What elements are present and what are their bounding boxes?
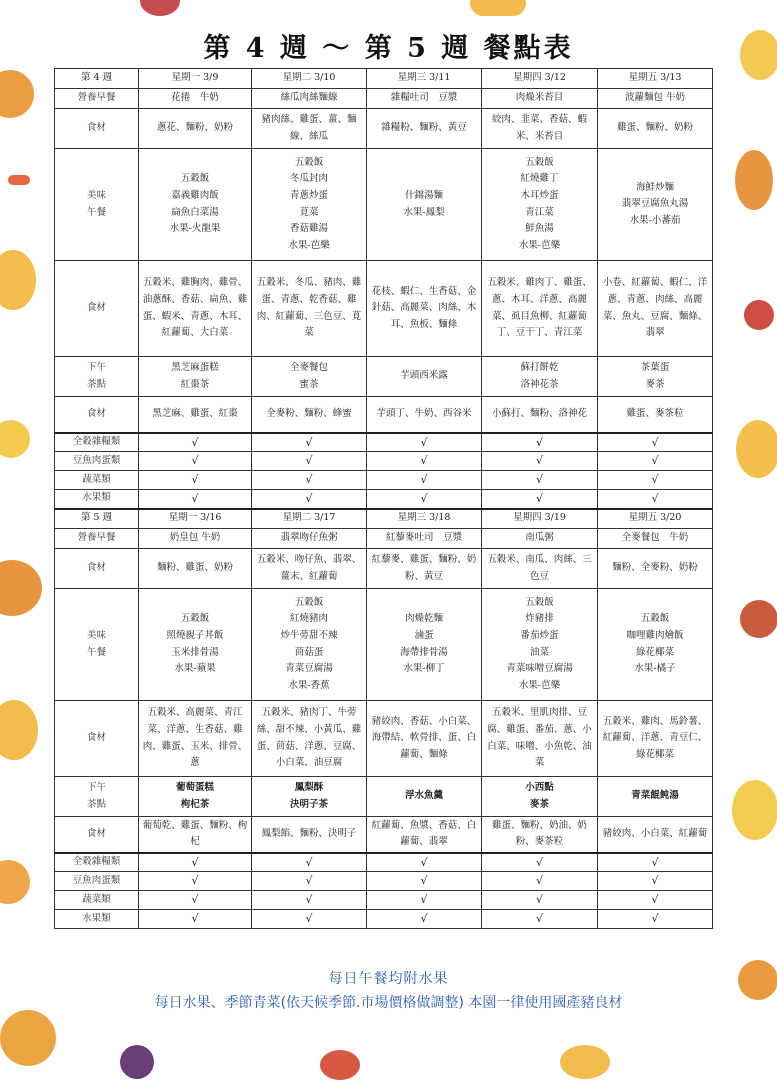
lunch-menu <box>598 149 713 261</box>
fruit-decoration <box>0 860 30 904</box>
breakfast-item: 肉燥米苔目 <box>482 89 598 109</box>
food-group-label <box>55 471 139 490</box>
lunch-dish: 翡翠豆腐魚丸湯 <box>621 198 689 210</box>
row-label-text: 食材 <box>86 407 106 419</box>
ingredient-list: 五穀米、雞肉丁、雞蛋、蔥、木耳、洋蔥、高麗菜、虱目魚柳、紅蘿蔔丁、豆干丁、青江菜 <box>482 261 598 357</box>
ingredient-list: 五穀米、雞胸肉、雞骨、油蔥酥、香菇、扁魚、雞蛋、蝦米、青蔥、木耳、紅蘿蔔、大白菜 <box>139 261 252 357</box>
check-mark: √ <box>252 910 367 929</box>
lunch-dish: 水果-柳丁 <box>403 663 445 675</box>
check-mark: √ <box>367 490 482 509</box>
food-group-label <box>55 452 139 471</box>
fruit-decoration <box>732 780 777 840</box>
check-mark: √ <box>482 910 598 929</box>
food-group-row-vegetables <box>55 471 713 490</box>
fruit-decoration <box>470 0 526 16</box>
snack-menu <box>482 777 598 817</box>
lunch-dish: 鮮魚湯 <box>525 223 554 235</box>
row-label <box>55 777 139 817</box>
breakfast-row <box>55 529 713 549</box>
food-group-row-protein <box>55 872 713 891</box>
row-label-text: 下午 <box>86 781 106 793</box>
ingredient-list: 五穀米、吻仔魚、翡翠、薑末、紅蘿蔔 <box>252 549 367 589</box>
fruit-decoration <box>560 1045 610 1079</box>
lunch-dish: 水果-鳳梨 <box>403 206 445 218</box>
ingredient-list: 絞肉、韭菜、香菇、蝦米、米苔目 <box>482 109 598 149</box>
row-label-text: 營養早餐 <box>77 532 116 544</box>
check-mark: √ <box>367 910 482 929</box>
lunch-dish: 肉燥乾麵 <box>404 613 443 625</box>
row-label <box>55 357 139 397</box>
row-label <box>55 89 139 109</box>
ingredient-list: 雞蛋、麥茶粒 <box>598 397 713 433</box>
fruit-decoration <box>744 300 774 330</box>
check-mark: √ <box>598 872 713 891</box>
lunch-ingredients-row <box>55 701 713 777</box>
food-group-label <box>55 433 139 452</box>
fruit-decoration <box>735 150 773 210</box>
food-group-label-text: 豆魚肉蛋類 <box>72 874 121 886</box>
fruit-decoration <box>120 1045 154 1079</box>
lunch-dish: 水果-香蕉 <box>288 679 330 691</box>
lunch-dish: 水果-橘子 <box>634 663 676 675</box>
lunch-menu <box>252 589 367 701</box>
food-group-label <box>55 910 139 929</box>
ingredient-list: 芋頭丁、牛奶、西谷米 <box>367 397 482 433</box>
lunch-dish: 五穀飯 <box>525 156 554 168</box>
lunch-dish: 水果-蘋果 <box>174 663 216 675</box>
lunch-dish: 海鮮炒麵 <box>635 181 674 193</box>
check-mark: √ <box>598 452 713 471</box>
menu-table <box>54 68 713 929</box>
snack-menu <box>367 357 482 397</box>
lunch-dish: 水果-芭樂 <box>518 679 561 691</box>
check-mark: √ <box>482 433 598 452</box>
ingredient-list: 豬絞肉、香菇、小白菜、海帶結、軟骨排、蛋、白蘿蔔、麵條 <box>367 701 482 777</box>
lunch-dish: 番茄炒蛋 <box>520 629 559 641</box>
ingredient-list: 五穀米、冬瓜、豬肉、雞蛋、青蔥、乾香菇、雞肉、紅蘿蔔、三色豆、莧菜 <box>252 261 367 357</box>
lunch-dish: 五穀飯 <box>180 173 210 185</box>
day-header: 星期二 3/17 <box>252 509 367 529</box>
lunch-dish: 水果-小蕃茄 <box>629 214 681 226</box>
lunch-menu <box>252 149 367 261</box>
food-group-label-text: 蔬菜類 <box>82 473 111 485</box>
food-group-label <box>55 853 139 872</box>
ingredient-list: 鳳梨餡、麵粉、決明子 <box>252 817 367 853</box>
check-mark: √ <box>139 872 252 891</box>
fruit-decoration <box>140 0 180 16</box>
lunch-dish: 紅燒豬肉 <box>289 613 328 625</box>
check-mark: √ <box>598 853 713 872</box>
food-group-row-grains <box>55 433 713 452</box>
lunch-dish: 玉米排骨湯 <box>171 646 219 658</box>
snack-item: 芋頭西米露 <box>400 370 448 382</box>
lunch-dish: 冬瓜封肉 <box>289 173 328 185</box>
check-mark: √ <box>139 891 252 910</box>
snack-menu <box>598 777 713 817</box>
check-mark: √ <box>252 872 367 891</box>
food-group-label-text: 水果類 <box>82 492 111 504</box>
food-group-row-fruits <box>55 910 713 929</box>
row-label-text: 食材 <box>86 827 106 839</box>
row-label-text: 食材 <box>86 302 106 314</box>
food-group-label-text: 豆魚肉蛋類 <box>72 454 121 466</box>
snack-item: 全麥餐包 <box>289 361 328 373</box>
row-label <box>55 701 139 777</box>
fruit-decoration <box>8 175 30 185</box>
row-label-text: 美味 <box>86 189 106 201</box>
fruit-decoration <box>0 420 30 458</box>
snack-item: 麥茶 <box>529 798 549 810</box>
ingredient-list: 豬肉絲、雞蛋、薑、麵線、絲瓜 <box>252 109 367 149</box>
row-label <box>55 149 139 261</box>
fruit-decoration <box>0 70 34 118</box>
check-mark: √ <box>139 433 252 452</box>
row-label-text: 營養早餐 <box>77 92 116 104</box>
food-group-row-protein <box>55 452 713 471</box>
snack-row <box>55 357 713 397</box>
day-header: 星期一 3/9 <box>139 69 252 89</box>
snack-menu <box>252 357 367 397</box>
ingredient-list: 麵粉、全麥粉、奶粉 <box>598 549 713 589</box>
check-mark: √ <box>139 471 252 490</box>
ingredient-list: 雜糧粉、麵粉、黃豆 <box>367 109 482 149</box>
food-group-label <box>55 891 139 910</box>
breakfast-ingredients-row <box>55 549 713 589</box>
check-mark: √ <box>482 891 598 910</box>
snack-menu <box>598 357 713 397</box>
lunch-dish: 照燒親子丼飯 <box>166 629 224 641</box>
lunch-dish: 水果-芭樂 <box>288 239 330 251</box>
lunch-row <box>55 589 713 701</box>
row-label-text: 茶點 <box>86 378 106 390</box>
row-label <box>55 261 139 357</box>
check-mark: √ <box>367 452 482 471</box>
breakfast-ingredients-row <box>55 109 713 149</box>
food-group-label-text: 水果類 <box>82 912 111 924</box>
check-mark: √ <box>482 452 598 471</box>
lunch-dish: 香菇雞湯 <box>289 223 328 235</box>
ingredient-list: 雞蛋、麵粉、奶油、奶粉、麥茶粒 <box>482 817 598 853</box>
breakfast-item: 花捲 牛奶 <box>139 89 252 109</box>
check-mark: √ <box>252 452 367 471</box>
food-group-row-vegetables <box>55 891 713 910</box>
ingredient-list: 小卷、紅蘿蔔、蝦仁、洋蔥、青蔥、肉絲、高麗菜、魚丸、豆腐、麵條、翡翠 <box>598 261 713 357</box>
food-group-label-text: 全穀雜糧類 <box>72 855 121 867</box>
lunch-dish: 五穀飯 <box>525 596 554 608</box>
food-group-label <box>55 872 139 891</box>
day-header: 星期四 3/19 <box>482 509 598 529</box>
lunch-row <box>55 149 713 261</box>
fruit-decoration <box>0 560 42 616</box>
snack-menu <box>139 777 252 817</box>
check-mark: √ <box>252 490 367 509</box>
check-mark: √ <box>482 853 598 872</box>
check-mark: √ <box>252 471 367 490</box>
snack-item: 鳳梨酥 <box>294 781 324 793</box>
check-mark: √ <box>252 853 367 872</box>
check-mark: √ <box>139 853 252 872</box>
day-header: 星期一 3/16 <box>139 509 252 529</box>
check-mark: √ <box>482 471 598 490</box>
lunch-dish: 水果-芭樂 <box>518 239 561 251</box>
snack-ingredients-row <box>55 397 713 433</box>
food-group-label-text: 全穀雜糧類 <box>72 435 121 447</box>
week-header-row <box>55 69 713 89</box>
ingredient-list: 紅蘿蔔、魚漿、香菇、白蘿蔔、翡翠 <box>367 817 482 853</box>
check-mark: √ <box>367 471 482 490</box>
food-group-row-fruits <box>55 490 713 509</box>
lunch-menu <box>482 589 598 701</box>
snack-item: 洛神花茶 <box>520 378 559 390</box>
ingredient-list: 豬絞肉、小白菜、紅蘿蔔 <box>598 817 713 853</box>
breakfast-item: 紅藜麥吐司 豆漿 <box>367 529 482 549</box>
row-label-text: 食材 <box>86 732 106 744</box>
snack-item: 紅棗茶 <box>180 378 210 390</box>
lunch-dish: 綠花椰菜 <box>635 646 674 658</box>
check-mark: √ <box>367 891 482 910</box>
day-header: 星期五 3/20 <box>598 509 713 529</box>
ingredient-list: 花枝、蝦仁、生香菇、金針菇、高麗菜、肉絲、木耳、魚板、麵條 <box>367 261 482 357</box>
ingredient-list: 五穀米、雞肉、馬鈴薯、紅蘿蔔、洋蔥、青豆仁、綠花椰菜 <box>598 701 713 777</box>
food-group-row-grains <box>55 853 713 872</box>
lunch-dish: 茴菇蛋 <box>294 646 324 658</box>
lunch-dish: 滷蛋 <box>414 629 434 641</box>
row-label <box>55 589 139 701</box>
check-mark: √ <box>482 490 598 509</box>
snack-menu <box>482 357 598 397</box>
snack-ingredients-row <box>55 817 713 853</box>
row-label-text: 茶點 <box>86 798 106 810</box>
ingredient-list: 葡萄乾、雞蛋、麵粉、枸杞 <box>139 817 252 853</box>
breakfast-item: 絲瓜肉絲麵線 <box>252 89 367 109</box>
ingredient-list: 五穀米、高麗菜、青江菜、洋蔥、生香菇、雞肉、雞蛋、玉米、排骨、蔥 <box>139 701 252 777</box>
lunch-dish: 莧菜 <box>299 206 319 218</box>
snack-row <box>55 777 713 817</box>
row-label-text: 下午 <box>86 361 106 373</box>
row-label <box>55 109 139 149</box>
check-mark: √ <box>598 471 713 490</box>
lunch-dish: 油菜 <box>529 646 549 658</box>
lunch-dish: 炒牛蒡甜不辣 <box>280 629 338 641</box>
snack-menu <box>139 357 252 397</box>
day-header: 星期三 3/11 <box>367 69 482 89</box>
lunch-menu <box>139 149 252 261</box>
check-mark: √ <box>252 433 367 452</box>
ingredient-list: 麵粉、雞蛋、奶粉 <box>139 549 252 589</box>
snack-item: 小西點 <box>525 781 554 793</box>
lunch-dish: 五穀飯 <box>294 156 324 168</box>
breakfast-item: 翡翠吻仔魚粥 <box>252 529 367 549</box>
lunch-dish: 五穀飯 <box>180 613 210 625</box>
fruit-decoration <box>0 1010 56 1066</box>
row-label-text: 午餐 <box>86 206 106 218</box>
lunch-dish: 水果-火龍果 <box>169 223 221 235</box>
row-label <box>55 529 139 549</box>
lunch-dish: 紅燒雞丁 <box>520 173 559 185</box>
snack-item: 浮水魚羹 <box>404 790 443 802</box>
check-mark: √ <box>598 490 713 509</box>
snack-item: 青菜餛飩湯 <box>631 790 679 802</box>
ingredient-list: 五穀米、南瓜、肉絲、三色豆 <box>482 549 598 589</box>
lunch-dish: 青菜豆腐湯 <box>285 663 333 675</box>
breakfast-row <box>55 89 713 109</box>
lunch-dish: 青菜味噌豆腐湯 <box>506 663 573 675</box>
breakfast-item: 奶皇包 牛奶 <box>139 529 252 549</box>
lunch-dish: 青蔥炒蛋 <box>289 189 328 201</box>
ingredient-list: 蔥花、麵粉、奶粉 <box>139 109 252 149</box>
lunch-menu <box>482 149 598 261</box>
lunch-dish: 五穀飯 <box>640 613 670 625</box>
lunch-dish: 五穀飯 <box>294 596 324 608</box>
snack-item: 茶葉蛋 <box>640 361 670 373</box>
row-label-text: 午餐 <box>86 646 106 658</box>
lunch-dish: 扁魚白菜湯 <box>171 206 219 218</box>
lunch-dish: 什錦湯麵 <box>404 189 443 201</box>
day-header: 星期二 3/10 <box>252 69 367 89</box>
page-title: 第 4 週 ～ 第 5 週 餐點表 <box>203 33 574 64</box>
row-label-text: 食材 <box>86 562 106 574</box>
check-mark: √ <box>598 891 713 910</box>
day-header: 星期三 3/18 <box>367 509 482 529</box>
row-label <box>55 397 139 433</box>
snack-item: 麥茶 <box>645 378 665 390</box>
snack-menu <box>252 777 367 817</box>
ingredient-list: 紅藜麥、雞蛋、麵粉、奶粉、黃豆 <box>367 549 482 589</box>
ingredient-list: 雞蛋、麵粉、奶粉 <box>598 109 713 149</box>
ingredient-list: 小蘇打、麵粉、洛神花 <box>482 397 598 433</box>
fruit-decoration <box>740 600 777 638</box>
fruit-decoration <box>0 250 36 310</box>
lunch-dish: 嘉義雞肉飯 <box>171 189 219 201</box>
check-mark: √ <box>367 853 482 872</box>
check-mark: √ <box>139 910 252 929</box>
check-mark: √ <box>482 872 598 891</box>
lunch-menu <box>367 589 482 701</box>
ingredient-list: 全麥粉、麵粉、蜂蜜 <box>252 397 367 433</box>
lunch-dish: 咖哩雞肉燴飯 <box>626 629 684 641</box>
check-mark: √ <box>598 910 713 929</box>
ingredient-list: 五穀米、豬肉丁、牛蒡絲、甜不辣、小黃瓜、雞蛋、茴菇、洋蔥、豆腐、小白菜、油豆腐 <box>252 701 367 777</box>
food-group-label <box>55 490 139 509</box>
snack-item: 蜜茶 <box>299 378 319 390</box>
day-header: 星期四 3/12 <box>482 69 598 89</box>
ingredient-list: 五穀米、里肌肉排、豆腐、雞蛋、番茄、蔥、小白菜、味噌、小魚乾、油菜 <box>482 701 598 777</box>
check-mark: √ <box>598 433 713 452</box>
fruit-decoration <box>320 1050 360 1080</box>
footer-note-ingredients: 每日水果、季節青菜(依天候季節.市場價格做調整) 本園一律使用國產豬良材 <box>154 995 623 1011</box>
row-label-text: 美味 <box>86 629 106 641</box>
row-label <box>55 817 139 853</box>
breakfast-item: 南瓜粥 <box>482 529 598 549</box>
fruit-decoration <box>736 420 777 478</box>
check-mark: √ <box>139 490 252 509</box>
check-mark: √ <box>367 872 482 891</box>
fruit-decoration <box>0 700 38 760</box>
footer-note-fruit: 每日午餐均附水果 <box>328 971 449 987</box>
lunch-menu <box>598 589 713 701</box>
snack-item: 蘇打餅乾 <box>520 361 559 373</box>
check-mark: √ <box>139 452 252 471</box>
lunch-ingredients-row <box>55 261 713 357</box>
breakfast-item: 波蘿麵包 牛奶 <box>598 89 713 109</box>
week-header-row <box>55 509 713 529</box>
snack-item: 黑芝麻蛋糕 <box>171 361 219 373</box>
ingredient-list: 黑芝麻、雞蛋、紅棗 <box>139 397 252 433</box>
check-mark: √ <box>367 433 482 452</box>
lunch-dish: 炸豬排 <box>525 613 554 625</box>
lunch-menu <box>367 149 482 261</box>
breakfast-item: 全麥餐包 牛奶 <box>598 529 713 549</box>
week-label: 第 4 週 <box>55 69 139 89</box>
breakfast-item: 雜糧吐司 豆漿 <box>367 89 482 109</box>
snack-menu <box>367 777 482 817</box>
food-group-label-text: 蔬菜類 <box>82 893 111 905</box>
row-label-text: 食材 <box>86 122 106 134</box>
check-mark: √ <box>252 891 367 910</box>
lunch-menu <box>139 589 252 701</box>
snack-item: 決明子茶 <box>289 798 328 810</box>
day-header: 星期五 3/13 <box>598 69 713 89</box>
week-label: 第 5 週 <box>55 509 139 529</box>
lunch-dish: 木耳炒蛋 <box>520 189 559 201</box>
lunch-dish: 海帶排骨湯 <box>400 646 448 658</box>
lunch-dish: 青江菜 <box>525 206 554 218</box>
snack-item: 葡萄蛋糕 <box>175 781 214 793</box>
snack-item: 枸杞茶 <box>180 798 210 810</box>
row-label <box>55 549 139 589</box>
